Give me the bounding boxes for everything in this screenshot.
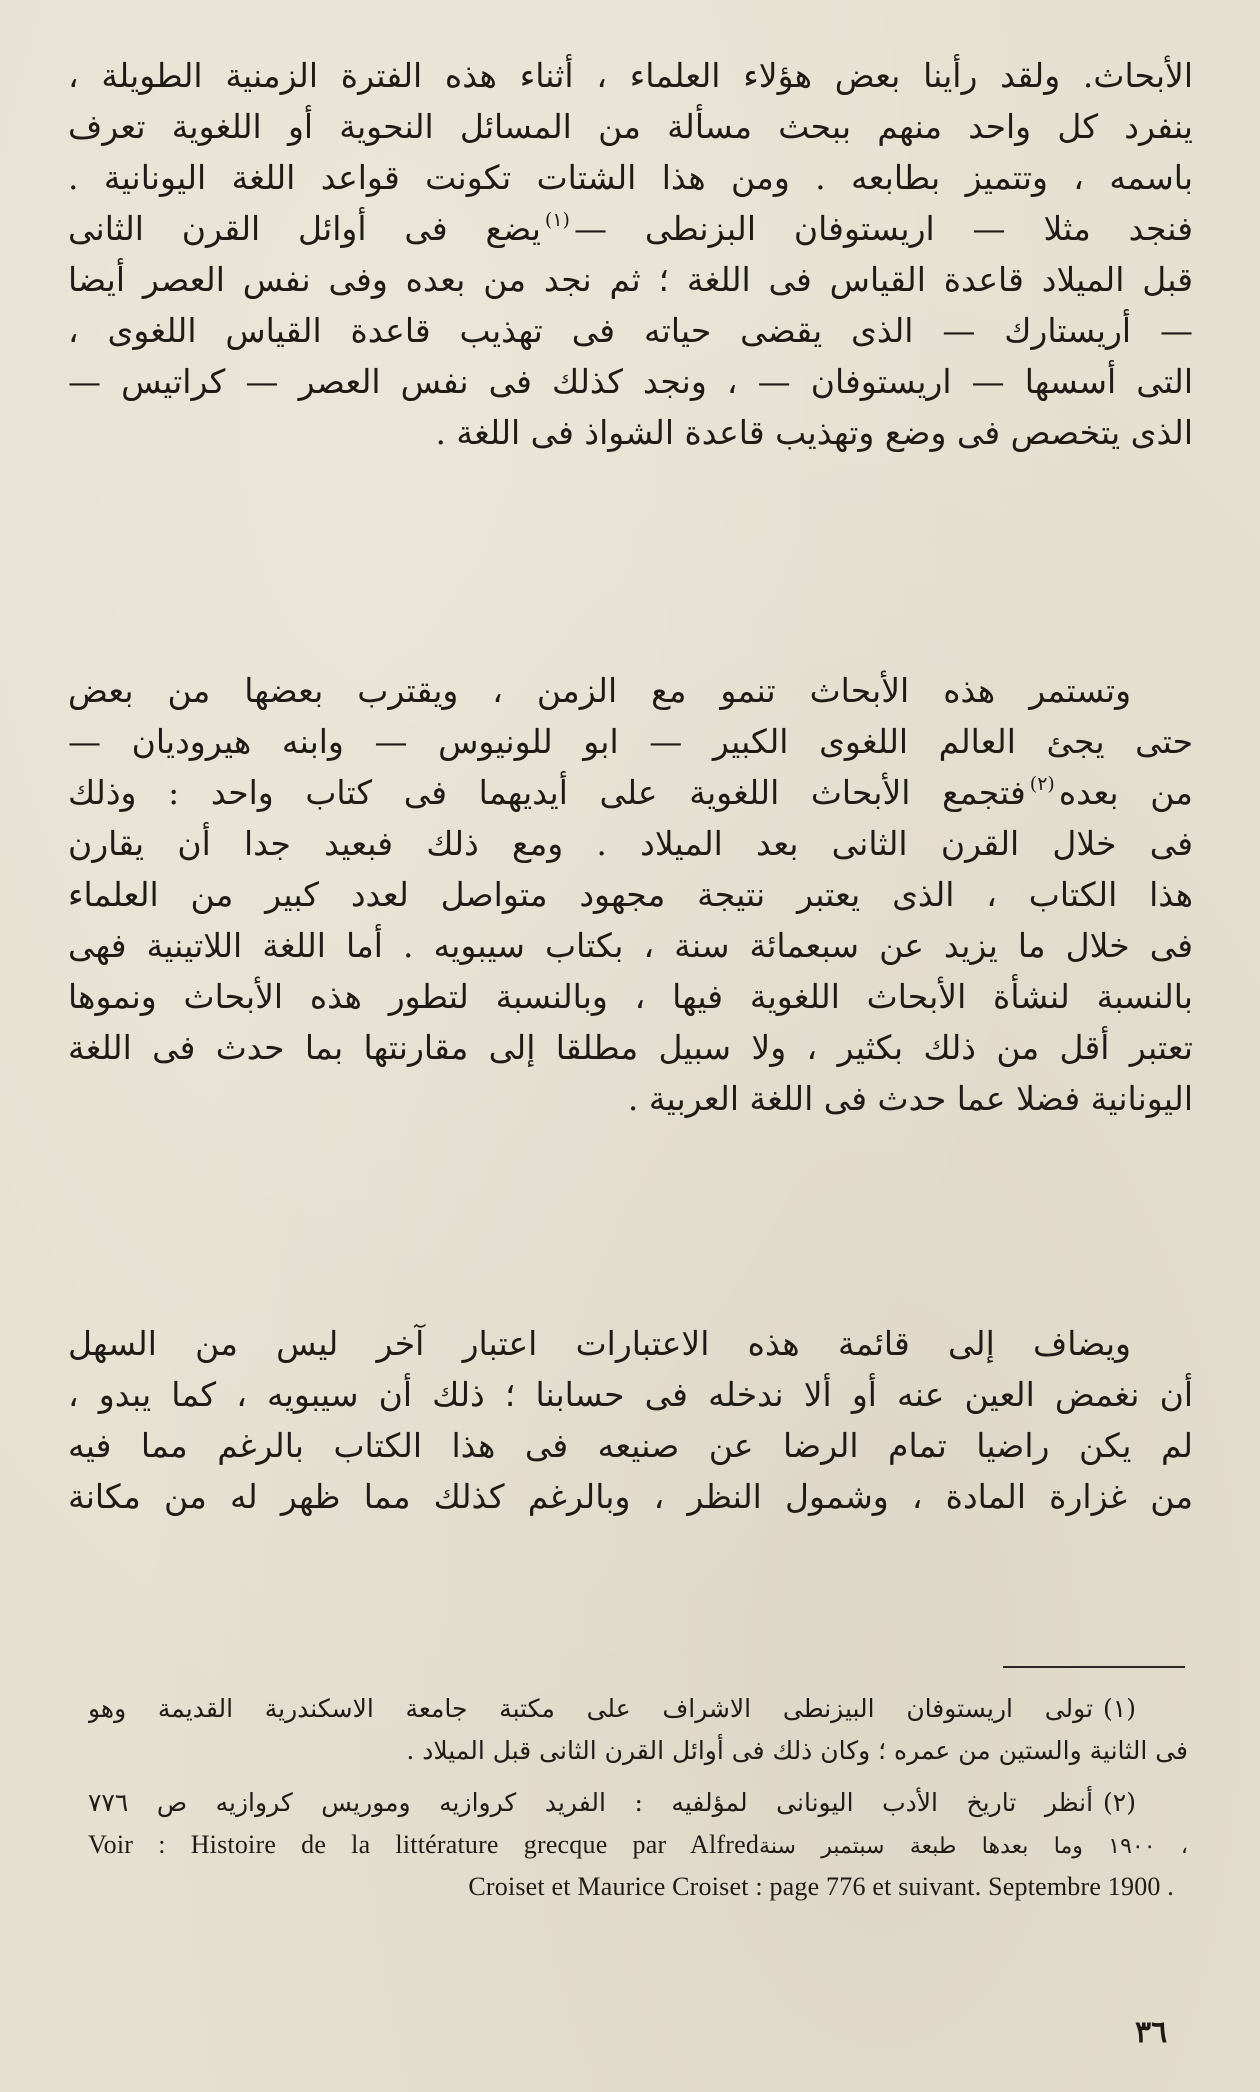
text-line-with-footnote-ref	[68, 203, 1193, 254]
text-line: تعتبر أقل من ذلك بكثير ، ولا سبيل مطلقا إلى مقارنتها بما حدث فى اللغة	[68, 1028, 1193, 1067]
footnote-latin-text: Voir : Histoire de la littérature grecque par Alfred	[88, 1830, 760, 1859]
text-line: الأبحاث. ولقد رأينا بعض هؤلاء العلماء ، أثناء هذه الفترة الزمنية الطويلة ،	[68, 56, 1193, 95]
footnote-separator-rule	[1003, 1666, 1185, 1668]
text-segment: يضع فى أوائل القرن الثانى	[68, 209, 541, 248]
footnote-latin-text: Croiset et Maurice Croiset : page 776 et suivant. Septembre 1900 .	[468, 1872, 1174, 1901]
text-line: أن نغمض العين عنه أو ألا ندخله فى حسابنا ؛ ذلك أن سيبويه ، كما يبدو ،	[68, 1375, 1193, 1414]
text-line: بالنسبة لنشأة الأبحاث اللغوية فيها ، وبالنسبة لتطور هذه الأبحاث ونموها	[68, 977, 1193, 1016]
text-segment: فتجمع الأبحاث اللغوية على أيديهما فى كتاب واحد : وذلك	[68, 773, 1026, 812]
paragraph-1	[68, 50, 1193, 458]
footnote-line-mixed	[88, 1824, 1188, 1866]
text-line: ويضاف إلى قائمة هذه الاعتبارات اعتبار آخر ليس من السهل	[68, 1324, 1131, 1363]
footnote-2	[88, 1782, 1188, 1908]
footnote-line	[88, 1688, 1188, 1730]
text-line: هذا الكتاب ، الذى يعتبر نتيجة مجهود متواصل لعدد كبير من العلماء	[68, 875, 1193, 914]
text-line: باسمه ، وتتميز بطابعه . ومن هذا الشتات تكونت قواعد اللغة اليونانية .	[68, 158, 1193, 197]
text-line: التى أسسها — اريستوفان — ، ونجد كذلك فى نفس العصر — كراتيس —	[68, 362, 1193, 401]
footnote-ref-2[interactable]: (٢)	[1029, 773, 1055, 795]
text-segment: من بعده	[1058, 773, 1193, 812]
page-number: ٣٦	[1135, 2015, 1168, 2050]
footnote-number: (١)	[1103, 1694, 1136, 1723]
footnote-line-latin	[88, 1866, 1188, 1908]
text-line: من غزارة المادة ، وشمول النظر ، وبالرغم كذلك مما ظهر له من مكانة	[68, 1477, 1193, 1516]
text-line: حتى يجئ العالم اللغوى الكبير — ابو للونيوس — وابنه هيروديان —	[68, 722, 1193, 761]
text-line-with-footnote-ref	[68, 767, 1193, 818]
paragraph-2	[68, 665, 1193, 1124]
text-line: — أريستارك — الذى يقضى حياته فى تهذيب قاعدة القياس اللغوى ،	[68, 311, 1193, 350]
text-line: وتستمر هذه الأبحاث تنمو مع الزمن ، ويقترب بعضها من بعض	[68, 671, 1131, 710]
text-line: اليونانية فضلا عما حدث فى اللغة العربية .	[627, 1079, 1193, 1118]
text-segment: فنجد مثلا — اريستوفان البزنطى —	[573, 209, 1193, 248]
text-line: فى خلال القرن الثانى بعد الميلاد . ومع ذلك فبعيد جدا أن يقارن	[68, 824, 1193, 863]
paragraph-3	[68, 1318, 1193, 1522]
footnote-1	[88, 1688, 1188, 1772]
footnote-line: فى الثانية والستين من عمره ؛ وكان ذلك فى أوائل القرن الثانى قبل الميلاد .	[406, 1736, 1188, 1765]
text-line: فى خلال ما يزيد عن سبعمائة سنة ، بكتاب سيبويه . أما اللغة اللاتينية فهى	[68, 926, 1193, 965]
footnote-number: (٢)	[1103, 1788, 1136, 1817]
footnote-line	[88, 1782, 1188, 1824]
text-line: قبل الميلاد قاعدة القياس فى اللغة ؛ ثم نجد من بعده وفى نفس العصر أيضا	[68, 260, 1193, 299]
footnote-text: أنظر تاريخ الأدب اليونانى لمؤلفيه : الفريد كروازيه وموريس كروازيه ص ٧٧٦	[88, 1788, 1094, 1817]
footnote-text: تولى اريستوفان البيزنطى الاشراف على مكتبة جامعة الاسكندرية القديمة وهو	[88, 1694, 1094, 1723]
text-line: لم يكن راضيا تمام الرضا عن صنيعه فى هذا الكتاب بالرغم مما فيه	[68, 1426, 1193, 1465]
text-line: ينفرد كل واحد منهم ببحث مسألة من المسائل النحوية أو اللغوية تعرف	[68, 107, 1193, 146]
footnote-ref-1[interactable]: (١)	[544, 209, 570, 231]
text-line: الذى يتخصص فى وضع وتهذيب قاعدة الشواذ فى اللغة .	[435, 413, 1193, 452]
footnote-arabic-text: ، ١٩٠٠ وما بعدها طبعة سبتمبر سنة	[759, 1834, 1188, 1859]
